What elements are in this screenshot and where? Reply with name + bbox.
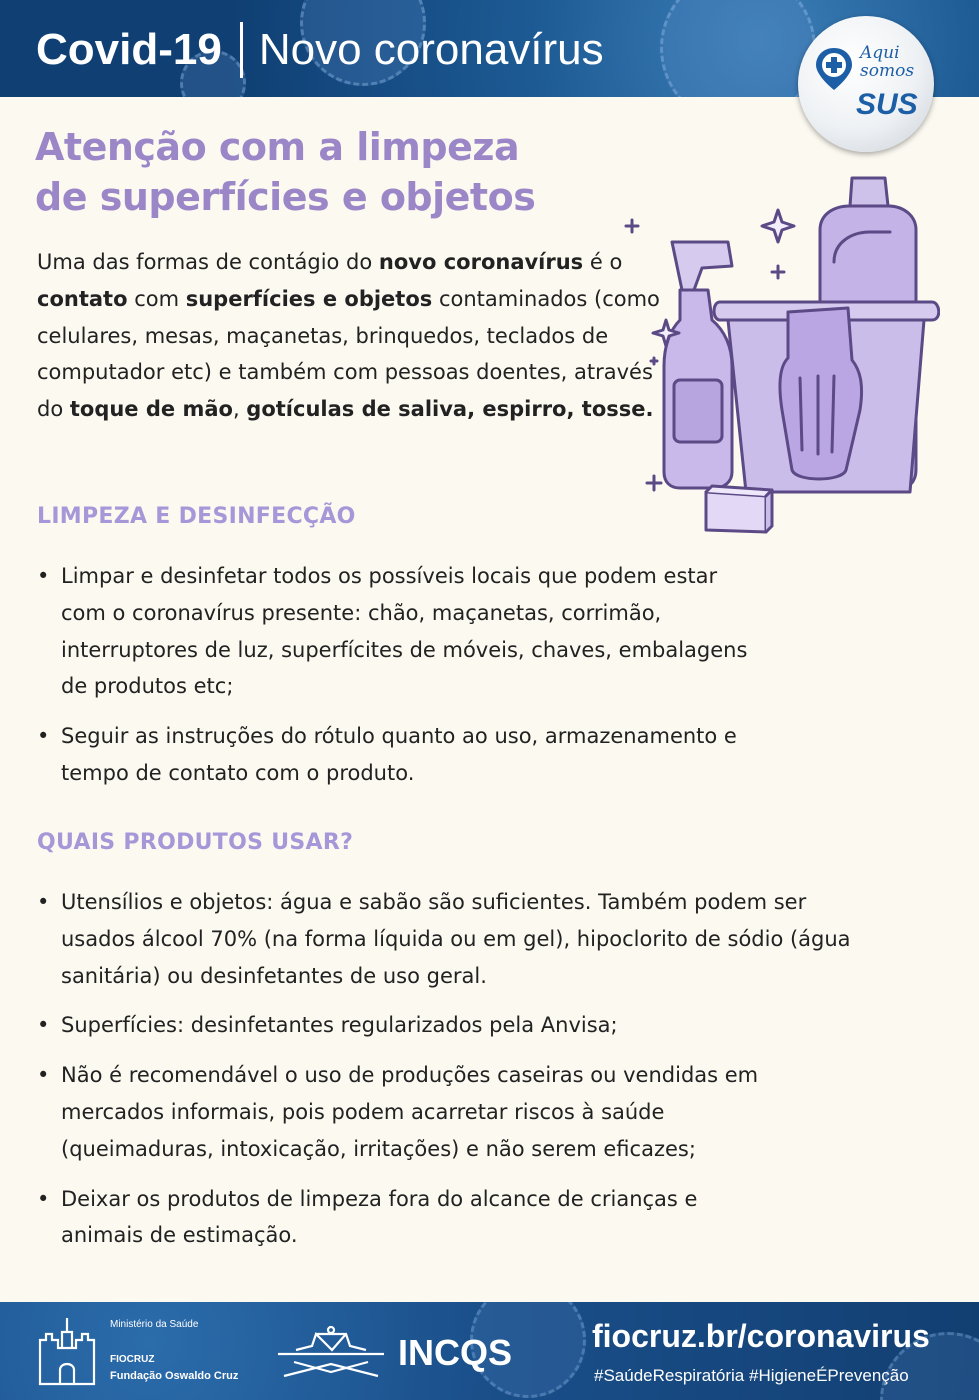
page-title-line-2: de superfícies e objetos xyxy=(35,175,536,219)
footer-ministry: Ministério da Saúde xyxy=(110,1319,199,1330)
incqs-logo-icon xyxy=(276,1324,386,1382)
bullet-dot: • xyxy=(37,564,50,588)
virus-decoration xyxy=(660,0,816,97)
intro-emphasis: contato xyxy=(37,286,128,311)
sponge-icon xyxy=(706,492,766,532)
bullet-dot: • xyxy=(37,724,50,749)
intro-emphasis: novo coronavírus xyxy=(378,250,584,274)
list-item xyxy=(37,558,757,705)
sus-badge-sus: SUS xyxy=(856,88,918,121)
sus-badge xyxy=(798,16,934,152)
location-cross-icon xyxy=(812,46,856,90)
footer-foundation: Fundação Oswaldo Cruz xyxy=(110,1370,239,1382)
footer-hashtags: #SaúdeRespiratória #HigieneÉPrevenção xyxy=(594,1366,909,1385)
spray-trigger-icon xyxy=(672,242,732,290)
section-heading-produtos: QUAIS PRODUTOS USAR? xyxy=(37,830,354,855)
intro-emphasis: toque de mão xyxy=(69,397,233,422)
intro-text: contaminados (como celulares, mesas, maçanetas, brinquedos, teclados de computador etc) e também com pessoas doentes, através do xyxy=(37,286,660,422)
section-heading-limpeza: LIMPEZA E DESINFECÇÃO xyxy=(37,504,356,529)
sus-badge-text-top xyxy=(860,44,914,80)
page-title-line-1: Atenção com a limpeza xyxy=(35,125,520,169)
list-item-text: Não é recomendável o uso de produções caseiras ou vendidas em mercados informais, pois podem acarretar riscos à saúde (queimaduras, intoxicação, irritações) e não serem eficazes; xyxy=(61,1063,759,1161)
page-title xyxy=(35,122,535,222)
cleaning-products-illustration xyxy=(620,170,940,540)
intro-text: com xyxy=(127,286,186,311)
section-list-produtos xyxy=(37,884,857,1267)
list-item xyxy=(37,884,857,994)
bullet-dot: • xyxy=(37,1063,50,1088)
footer-fiocruz: FIOCRUZ xyxy=(110,1354,155,1365)
sus-badge-aqui: Aqui xyxy=(860,43,900,63)
intro-text: Uma das formas de contágio do xyxy=(37,250,379,274)
intro-emphasis: gotículas de saliva, espirro, tosse. xyxy=(246,397,654,422)
bullet-dot: • xyxy=(37,1186,50,1211)
intro-text: , xyxy=(232,397,247,422)
list-item-text: Superfícies: desinfetantes regularizados pela Anvisa; xyxy=(61,1013,618,1038)
list-item xyxy=(37,1007,857,1044)
jug-cap-icon xyxy=(850,178,888,206)
intro-text: é o xyxy=(583,250,623,274)
section-list-limpeza xyxy=(37,558,757,805)
list-item xyxy=(37,1181,857,1255)
list-item-text: Utensílios e objetos: água e sabão são suficientes. Também podem ser usados álcool 70% (na forma líquida ou em gel), hipoclorito de sódio (água sanitária) ou desinfetantes de uso geral. xyxy=(61,890,851,988)
list-item-text: Limpar e desinfetar todos os possíveis locais que podem estar com o coronavírus presente: chão, maçanetas, corrimão, interruptores de luz, superfícites de móveis, chaves, embalagens de produtos etc; xyxy=(61,564,748,699)
glove-icon xyxy=(780,308,862,479)
header-title-divider xyxy=(240,22,243,78)
bullet-dot: • xyxy=(37,1013,50,1038)
fiocruz-castle-icon xyxy=(36,1314,98,1386)
header-title-covid: Covid-19 xyxy=(36,25,222,74)
list-item-text: Seguir as instruções do rótulo quanto ao uso, armazenamento e tempo de contato com o produto. xyxy=(61,724,737,785)
sparkle-icon xyxy=(762,210,794,242)
bullet-dot: • xyxy=(37,890,50,914)
footer-url[interactable]: fiocruz.br/coronavirus xyxy=(592,1318,930,1354)
list-item xyxy=(37,718,757,792)
footer-incqs: INCQS xyxy=(398,1332,513,1373)
sus-badge-somos: somos xyxy=(860,61,915,81)
intro-paragraph xyxy=(37,244,677,428)
list-item xyxy=(37,1057,857,1167)
footer-banner xyxy=(0,1302,979,1400)
list-item-text: Deixar os produtos de limpeza fora do alcance de crianças e animais de estimação. xyxy=(61,1186,698,1248)
intro-emphasis: superfícies e objetos xyxy=(185,286,433,311)
header-title-subject: Novo coronavírus xyxy=(258,25,604,74)
header-title xyxy=(36,22,604,78)
